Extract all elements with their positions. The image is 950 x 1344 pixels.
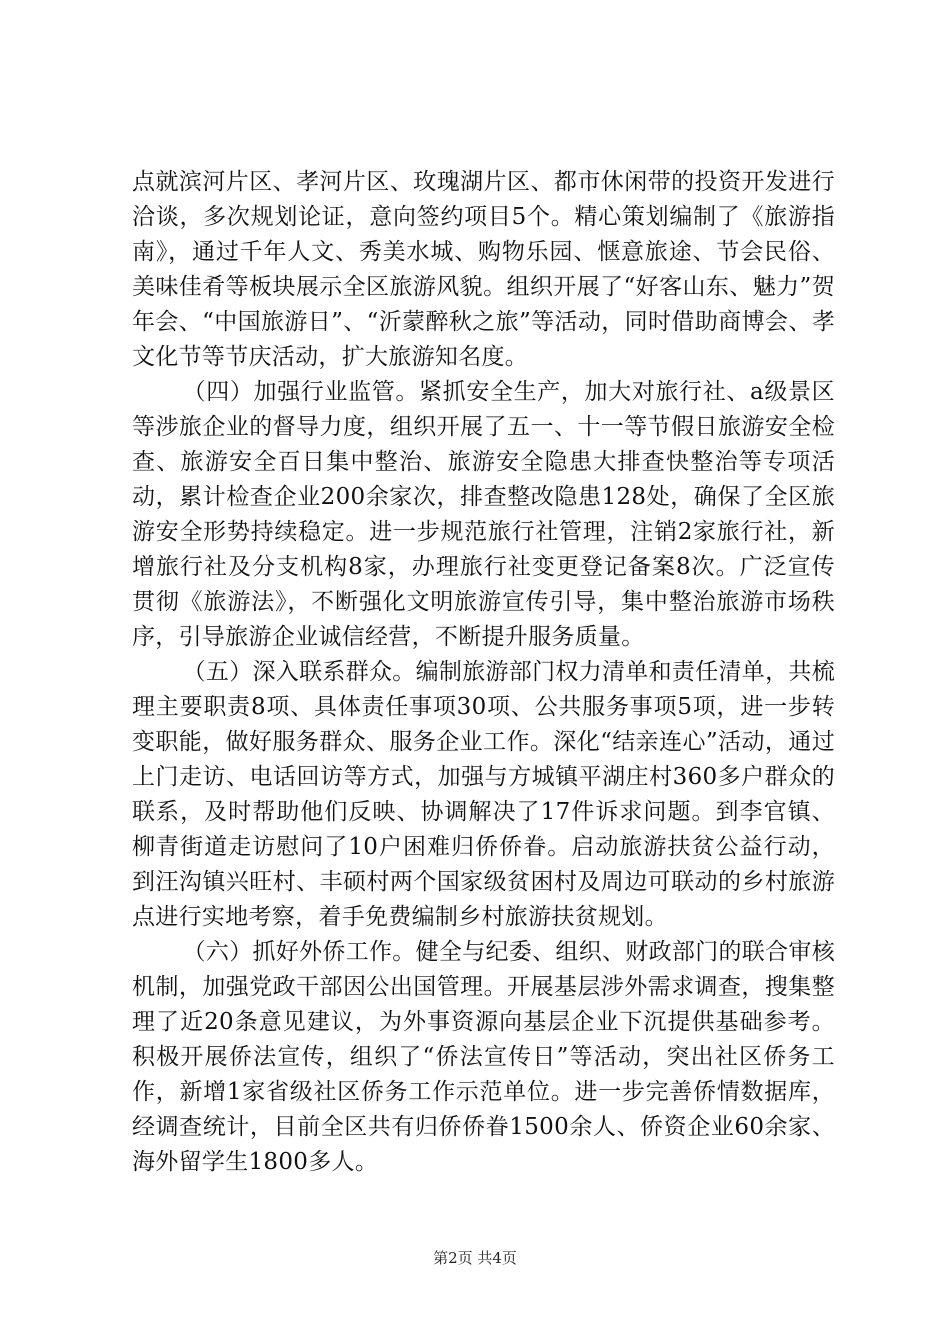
paragraph-industry-supervision: （四）加强行业监管。紧抓安全生产，加大对旅行社、a级景区等涉旅企业的督导力度，组织开展了五一、十一等节假日旅游安全检查、旅游安全百日集中整治、旅游安全隐患大排查快整治等专项活动，累计检查企业200余家次，排查整改隐患128处，确保了全区旅游安全形势持续稳定。进一步规范旅行社管理，注销2家旅行社，新增旅行社及分支机构8家，办理旅行社变更登记备案8次。广泛宣传贯彻《旅游法》，不断强化文明旅游宣传引导，集中整治旅游市场秩序，引导旅游企业诚信经营，不断提升服务质量。	[132, 379, 835, 650]
document-body	[132, 165, 835, 1180]
paragraph-contact-masses: （五）深入联系群众。编制旅游部门权力清单和责任清单，共梳理主要职责8项、具体责任事项30项、公共服务事项5项，进一步转变职能，做好服务群众、服务企业工作。深化“结亲连心”活动，通过上门走访、电话回访等方式，加强与方城镇平湖庄村360多户群众的联系，及时帮助他们反映、协调解决了17件诉求问题。到李官镇、柳青街道走访慰问了10户困难归侨侨眷。启动旅游扶贫公益行动，到汪沟镇兴旺村、丰硕村两个国家级贫困村及周边可联动的乡村旅游点进行实地考察，着手免费编制乡村旅游扶贫规划。	[132, 659, 835, 930]
paragraph-overseas-chinese-work: （六）抓好外侨工作。健全与纪委、组织、财政部门的联合审核机制，加强党政干部因公出国管理。开展基层涉外需求调查，搜集整理了近20条意见建议，为外事资源向基层企业下沉提供基础参考。积极开展侨法宣传，组织了“侨法宣传日”等活动，突出社区侨务工作，新增1家省级社区侨务工作示范单位。进一步完善侨情数据库，经调查统计，目前全区共有归侨侨眷1500余人、侨资企业60余家、海外留学生1800多人。	[132, 939, 835, 1175]
page-footer: 第2页 共4页	[433, 1249, 517, 1267]
paragraph-continuation: 点就滨河片区、孝河片区、玫瑰湖片区、都市休闲带的投资开发进行洽谈，多次规划论证，意向签约项目5个。精心策划编制了《旅游指南》，通过千年人文、秀美水城、购物乐园、惬意旅途、节会民俗、美味佳肴等板块展示全区旅游风貌。组织开展了“好客山东、魅力”贺年会、“中国旅游日”、“沂蒙醉秋之旅”等活动，同时借助商博会、孝文化节等节庆活动，扩大旅游知名度。	[132, 169, 835, 370]
